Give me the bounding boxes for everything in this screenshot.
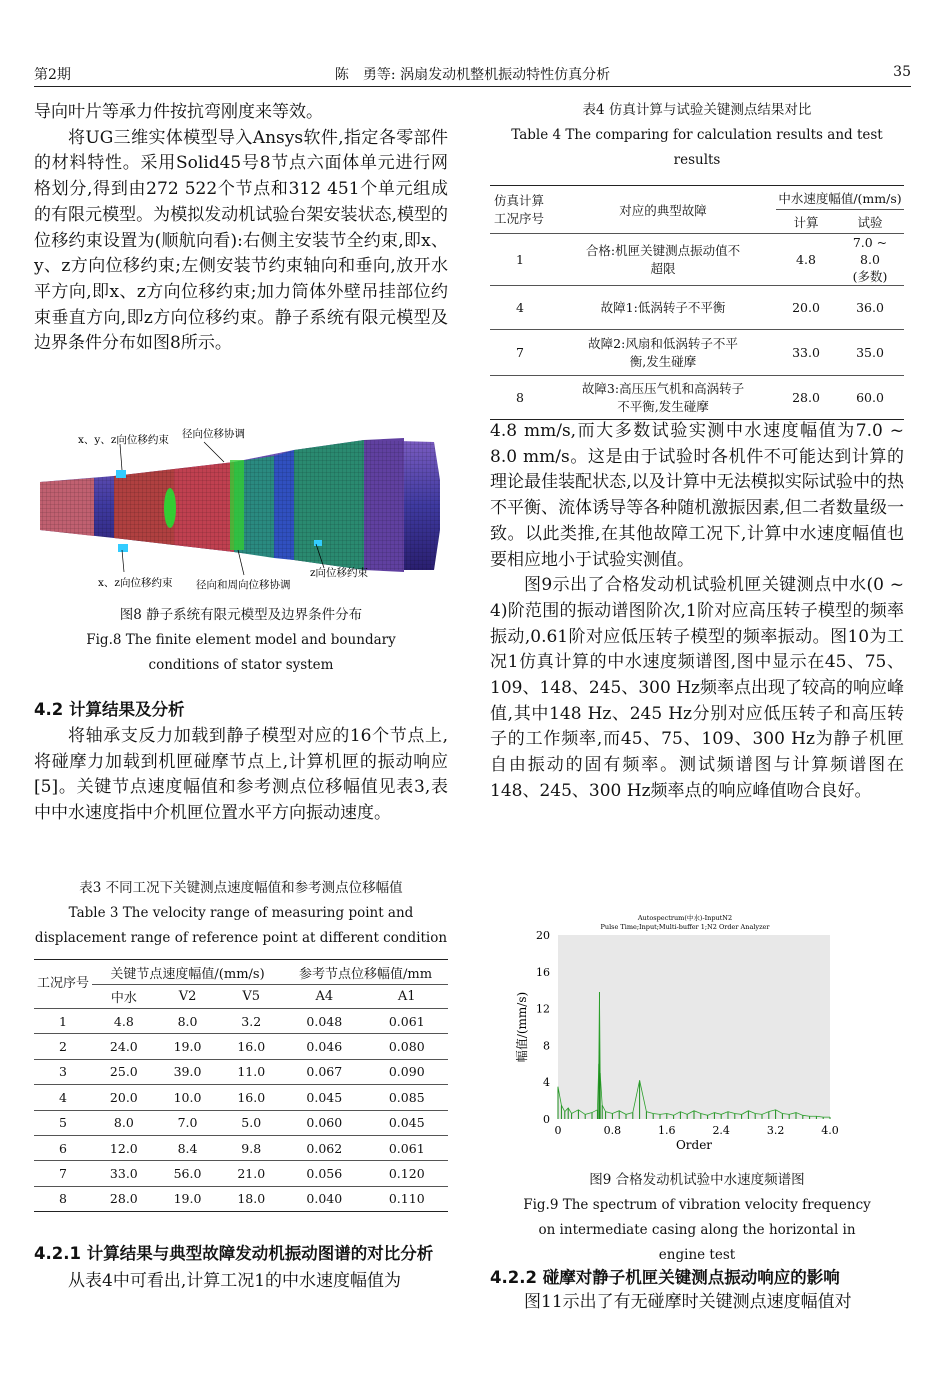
table-cell: 0.061 (366, 1135, 448, 1160)
x-tick-label: 2.4 (712, 1124, 730, 1137)
table-cell-fault: 故障1:低涡转子不平衡 (550, 286, 776, 330)
y-tick-label: 12 (536, 1002, 550, 1016)
paragraph: 从表4中可看出,计算工况1的中水速度幅值为 (68, 1271, 402, 1291)
table-cell-fault: 合格:机匣关键测点振动值不超限 (550, 234, 776, 286)
header-calc: 计算 (776, 210, 836, 234)
table-cell: 1 (34, 1009, 92, 1034)
paragraph: 4.8 mm/s,而大多数试验实测中水速度幅值为7.0 ~ 8.0 mm/s。这是由于试验时各机件不可能达到计算的理论最佳装配状态,以及计算中无法模拟实际试验中的热不平衡、流体诱导等各种随机激振因素,但二者数量级一致。以此类推,在其他故障工况下,计算中水速度幅值也要相应地小于试验实测值。 (490, 421, 904, 570)
table-cell: 19.0 (156, 1186, 220, 1211)
table-row (490, 286, 904, 330)
table-cell: 0.062 (283, 1135, 365, 1160)
table-cell-calc: 20.0 (776, 286, 836, 330)
subsection-heading: 4.2.2 碰摩对静子机匣关键测点振动响应的影响 (490, 1268, 840, 1287)
paragraph: 图11示出了有无碰摩时关键测点速度幅值对 (524, 1292, 852, 1312)
figure-8 (34, 420, 448, 600)
table-row (34, 1110, 448, 1135)
table-cell-no: 8 (490, 376, 550, 420)
table-cell-fault: 故障3:高压压气机和高涡转子不平衡,发生碰摩 (550, 376, 776, 420)
table-cell-calc: 28.0 (776, 376, 836, 420)
left-column-2 (34, 696, 448, 827)
table-cell: 19.0 (156, 1034, 220, 1059)
table-cell: 0.110 (366, 1186, 448, 1211)
table-cell: 11.0 (219, 1059, 283, 1084)
y-tick-label: 8 (543, 1039, 550, 1053)
table-cell-test: 36.0 (836, 286, 904, 330)
table-cell: 0.046 (283, 1034, 365, 1059)
table-cell: 7.0 (156, 1110, 220, 1135)
table-title-cn: 表3 不同工况下关键测点速度幅值和参考测点位移幅值 (79, 880, 403, 896)
table-cell: 0.067 (283, 1059, 365, 1084)
table-cell: 28.0 (92, 1186, 156, 1211)
table-cell: 0.060 (283, 1110, 365, 1135)
subheader: 中水 (92, 985, 156, 1009)
table-cell: 8.4 (156, 1135, 220, 1160)
table-cell: 9.8 (219, 1135, 283, 1160)
caption-cn: 图9 合格发动机试验中水速度频谱图 (589, 1172, 805, 1188)
left-column-3 (34, 1240, 448, 1295)
table-cell: 25.0 (92, 1059, 156, 1084)
table4-grid (490, 185, 904, 420)
table-row (34, 1009, 448, 1034)
table-cell: 8 (34, 1186, 92, 1211)
x-tick-label: 0 (554, 1124, 562, 1137)
table-row (490, 330, 904, 376)
table-cell: 4 (34, 1085, 92, 1110)
page-number: 35 (893, 64, 911, 80)
header-case: 工况序号 (34, 960, 92, 1009)
header-velocity: 中水速度幅值/(mm/s) (776, 186, 904, 210)
fe-model-image (34, 420, 448, 600)
figure-9-caption (490, 1168, 904, 1268)
right-column-2 (490, 1266, 904, 1316)
table-cell: 18.0 (219, 1186, 283, 1211)
caption-cn: 图8 静子系统有限元模型及边界条件分布 (119, 607, 363, 623)
header-fault: 对应的典型故障 (550, 186, 776, 234)
table-cell-no: 1 (490, 234, 550, 286)
subheader: V2 (156, 985, 220, 1009)
header-displacement: 参考节点位移幅值/mm (283, 960, 448, 985)
table-title-cn: 表4 仿真计算与试验关键测点结果对比 (582, 102, 812, 118)
subheader: A1 (366, 985, 448, 1009)
x-tick-label: 3.2 (766, 1124, 785, 1137)
table-cell: 5.0 (219, 1110, 283, 1135)
y-tick-label: 16 (536, 965, 550, 979)
paragraph: 将轴承支反力加载到静子模型对应的16个节点上,将碰摩力加载到机匣碰摩节点上,计算机匣的振动响应[5]。关键节点速度幅值和参考测点位移幅值见表3,表中中水速度指中介机匣位置水平方向振动速度。 (34, 726, 448, 824)
table-cell: 8.0 (92, 1110, 156, 1135)
y-axis-label: 幅值/(mm/s) (515, 991, 529, 1063)
y-tick-label: 4 (543, 1076, 550, 1090)
table-cell: 16.0 (219, 1085, 283, 1110)
table-cell: 56.0 (156, 1161, 220, 1186)
table-cell: 3.2 (219, 1009, 283, 1034)
table-cell: 6 (34, 1135, 92, 1160)
table-row (34, 1161, 448, 1186)
table-cell-no: 4 (490, 286, 550, 330)
table-cell: 21.0 (219, 1161, 283, 1186)
table-cell-calc: 33.0 (776, 330, 836, 376)
right-column (490, 419, 904, 805)
y-tick-label: 20 (536, 929, 550, 942)
running-header (34, 64, 911, 87)
table-row (490, 234, 904, 286)
table-cell: 0.085 (366, 1085, 448, 1110)
table-4 (490, 98, 904, 420)
x-tick-label: 0.8 (603, 1124, 622, 1137)
table-cell-no: 7 (490, 330, 550, 376)
caption-en: Fig.8 The finite element model and boundary conditions of stator system (86, 632, 396, 673)
table-cell: 0.080 (366, 1034, 448, 1059)
caption-en: Fig.9 The spectrum of vibration velocity frequency on intermediate casing along the horizontal in engine test (523, 1197, 871, 1263)
table-row (34, 1135, 448, 1160)
header-velocity: 关键节点速度幅值/(mm/s) (92, 960, 283, 985)
table-cell-calc: 4.8 (776, 234, 836, 286)
figure-9-chart (510, 910, 850, 1160)
table-row (34, 1186, 448, 1211)
chart-title: Autospectrum(中水)-InputN2 (637, 914, 733, 922)
table-cell: 39.0 (156, 1059, 220, 1084)
table-cell: 5 (34, 1110, 92, 1135)
table-cell: 3 (34, 1059, 92, 1084)
table-cell: 16.0 (219, 1034, 283, 1059)
table-row (34, 1059, 448, 1084)
table-cell: 20.0 (92, 1085, 156, 1110)
table-cell: 0.090 (366, 1059, 448, 1084)
running-title: 陈 勇等: 涡扇发动机整机振动特性仿真分析 (334, 67, 611, 83)
figure-8-caption (34, 603, 448, 678)
table-cell-test: 7.0 ~ 8.0 (多数) (836, 234, 904, 286)
subheader: A4 (283, 985, 365, 1009)
table-cell: 0.056 (283, 1161, 365, 1186)
paragraph: 图9示出了合格发动机试验机匣关键测点中水(0 ~ 4)阶范围的振动谱图阶次,1阶对应高压转子模型的频率振动,0.61阶对应低压转子模型的频率振动。图10为工况1仿真计算的中水速度频谱图,图中显示在45、75、109、148、245、300 Hz频率点出现了较高的响应峰值,其中148 Hz、245 Hz分别对应低压转子和高压转子的工作频率,而45、75、109、300 Hz为静子机匣自由振动的固有频率。测试频谱图与计算频谱图在148、245、300 Hz频率点的响应峰值吻合良好。 (490, 575, 904, 801)
table-cell: 0.045 (283, 1085, 365, 1110)
table-cell: 0.045 (366, 1110, 448, 1135)
issue-number: 第2期 (34, 67, 71, 83)
label-xyz-constraint: x、y、z向位移约束 (78, 434, 169, 446)
table-cell: 0.120 (366, 1161, 448, 1186)
table-cell: 24.0 (92, 1034, 156, 1059)
chart-subtitle: Pulse Time;Input;Multi-buffer 1;N2 Order Analyzer (600, 923, 770, 931)
header-test: 试验 (836, 210, 904, 234)
table-cell: 33.0 (92, 1161, 156, 1186)
x-tick-label: 1.6 (658, 1124, 676, 1137)
y-tick-label: 0 (543, 1113, 550, 1126)
subsection-heading: 4.2.1 计算结果与典型故障发动机振动图谱的对比分析 (34, 1244, 434, 1263)
table-row (34, 1034, 448, 1059)
x-tick-label: 4.0 (821, 1124, 839, 1137)
table-cell: 12.0 (92, 1135, 156, 1160)
table-cell: 0.040 (283, 1186, 365, 1211)
x-axis-label: Order (675, 1138, 713, 1152)
header-case: 仿真计算工况序号 (490, 186, 550, 234)
table-title-en: Table 4 The comparing for calculation results and test results (511, 127, 883, 168)
label-z-constraint: z向位移约束 (310, 567, 369, 579)
subheader: V5 (219, 985, 283, 1009)
table-cell: 2 (34, 1034, 92, 1059)
table-cell-test: 35.0 (836, 330, 904, 376)
table3-grid (34, 959, 448, 1212)
paragraph: 导向叶片等承力件按抗弯刚度来等效。 (34, 102, 323, 122)
table-cell: 4.8 (92, 1009, 156, 1034)
table-title-en: Table 3 The velocity range of measuring point and displacement range of reference point at different condition (34, 905, 448, 946)
table-row (490, 376, 904, 420)
table-cell: 0.061 (366, 1009, 448, 1034)
spectrum-chart (510, 910, 850, 1160)
section-heading: 4.2 计算结果及分析 (34, 700, 185, 719)
label-radial-coord: 径向位移协调 (182, 428, 245, 440)
left-column (34, 100, 448, 357)
table-cell-fault: 故障2:风扇和低涡转子不平衡,发生碰摩 (550, 330, 776, 376)
table-cell: 0.048 (283, 1009, 365, 1034)
table-cell-test: 60.0 (836, 376, 904, 420)
paragraph: 将UG三维实体模型导入Ansys软件,指定各零部件的材料特性。采用Solid45号8节点六面体单元进行网格划分,得到由272 522个节点和312 451个单元组成的有限元模型。为模拟发动机试验台架安装状态,模型的位移约束设置为(顺航向看):右侧主安装节全约束,即x、y、z方向位移约束;左侧安装节约束轴向和垂向,放开水平方向,即x、z方向位移约束;加力筒体外壁吊挂部位约束垂直方向,即z方向位移约束。静子系统有限元模型及边界条件分布如图8所示。 (34, 127, 448, 354)
table-cell: 10.0 (156, 1085, 220, 1110)
label-radial-circ-coord: 径向和周向位移协调 (196, 579, 291, 591)
table-cell: 8.0 (156, 1009, 220, 1034)
label-xz-constraint: x、z向位移约束 (98, 577, 173, 589)
table-cell: 7 (34, 1161, 92, 1186)
table-row (34, 1085, 448, 1110)
table-3 (34, 876, 448, 1212)
